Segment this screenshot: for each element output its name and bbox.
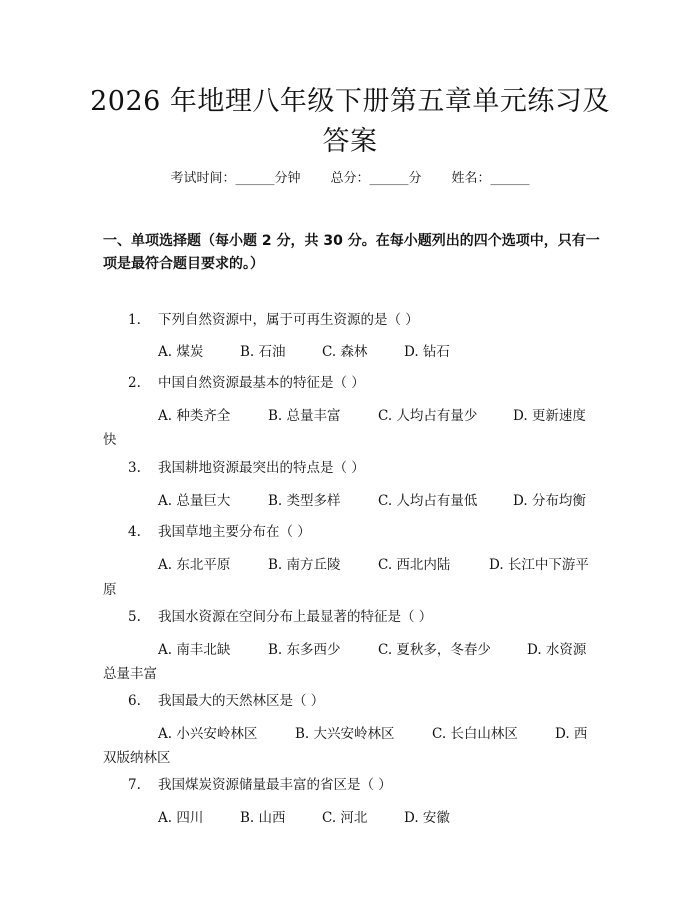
option-d: D. 安徽 [404,810,450,826]
exam-meta [0,170,700,188]
option-b: B. 总量丰富 [268,408,341,424]
question-number: 4. [128,524,141,540]
exam-time-label: 考试时间：______分钟 [170,171,301,186]
page-title: 2026 年地理八年级下册第五章单元练习及答案 [90,86,610,157]
question-text: 我国耕地资源最突出的特点是（ ） [158,460,365,476]
question-text: 我国水资源在空间分布上最显著的特征是（ ） [158,609,433,625]
student-name-label: 姓名：______ [451,171,530,186]
option-c: C. 河北 [322,810,368,826]
option-a: A. 煤炭 [158,344,204,360]
option-a: A. 小兴安岭林区 [158,726,258,742]
option-d: D. 长江中下游平 [489,557,589,573]
question-number: 2. [128,375,141,391]
option-b: B. 山西 [240,810,286,826]
option-wrap-text: 总量丰富 [103,666,157,682]
question-text: 我国煤炭资源储量最丰富的省区是（ ） [158,777,392,793]
option-b: B. 类型多样 [268,493,341,509]
section-heading: 一、单项选择题（每小题 2 分，共 30 分。在每小题列出的四个选项中，只有一项是最符合题目要求的。） [103,233,600,272]
option-wrap-text: 快 [103,432,117,448]
question-number: 7. [128,777,141,793]
option-d: D. 钻石 [404,344,450,360]
option-b: B. 大兴安岭林区 [295,726,395,742]
option-c: C. 长白山林区 [432,726,518,742]
option-c: C. 夏秋多，冬春少 [378,642,491,658]
option-d: D. 更新速度 [513,408,586,424]
option-b: B. 东多西少 [268,642,341,658]
option-a: A. 南丰北缺 [158,642,231,658]
question-number: 5. [128,609,141,625]
option-c: C. 人均占有量低 [378,493,478,509]
question-number: 3. [128,460,141,476]
option-d: D. 西 [555,726,588,742]
option-b: B. 石油 [240,344,286,360]
question-text: 下列自然资源中，属于可再生资源的是（ ） [158,312,419,328]
question-text: 我国草地主要分布在（ ） [158,524,311,540]
question-text: 我国最大的天然林区是（ ） [158,693,325,709]
question-number: 6. [128,693,141,709]
option-b: B. 南方丘陵 [268,557,341,573]
option-wrap-text: 双版纳林区 [103,750,171,766]
option-c: C. 人均占有量少 [378,408,478,424]
question-number: 1. [128,312,141,328]
option-a: A. 总量巨大 [158,493,231,509]
option-d: D. 分布均衡 [513,493,586,509]
question-text: 中国自然资源最基本的特征是（ ） [158,375,365,391]
option-wrap-text: 原 [103,582,117,598]
option-a: A. 种类齐全 [158,408,231,424]
option-a: A. 四川 [158,810,204,826]
total-score-label: 总分：______分 [330,171,422,186]
option-a: A. 东北平原 [158,557,231,573]
option-c: C. 西北内陆 [378,557,451,573]
option-d: D. 水资源 [527,642,587,658]
option-c: C. 森林 [322,344,368,360]
